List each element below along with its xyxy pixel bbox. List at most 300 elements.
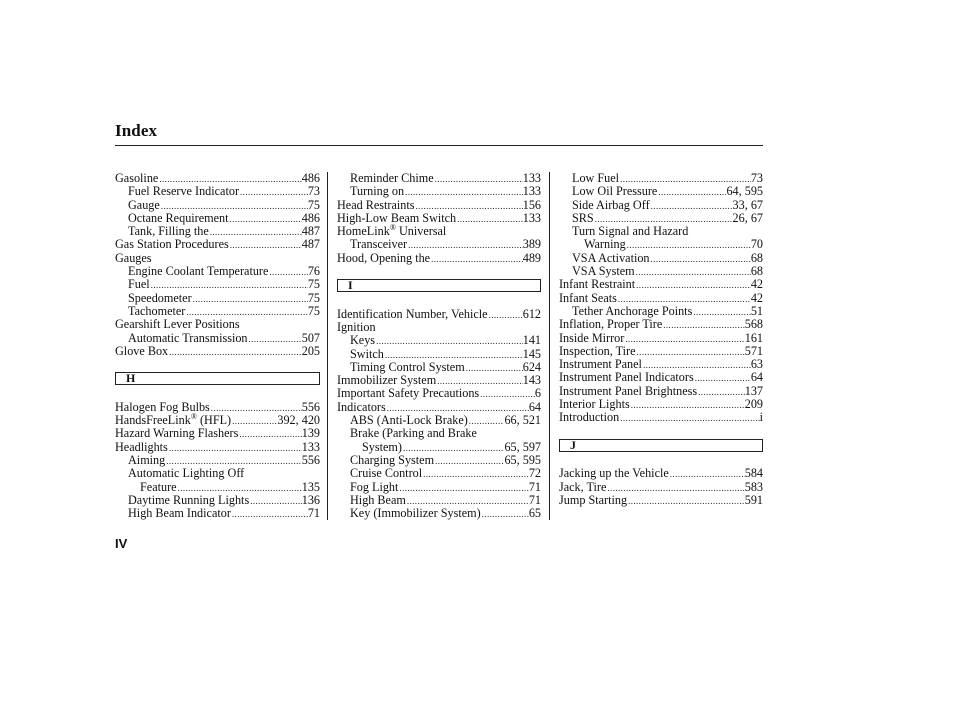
entry-label [128,467,244,480]
entry-page: 75 [307,277,320,292]
entry-label [572,225,688,238]
registered-mark: ® [389,223,396,233]
entry-label-text: Gauge [128,197,160,212]
entry-label-text: Daytime Running Lights [128,492,250,507]
entry-page: 133 [522,171,541,185]
dot-leader [650,253,751,266]
entry-label-text: Tether Anchorage Points [572,303,693,318]
index-entry [337,427,541,440]
entry-page: 486 [301,171,320,185]
entry-label [115,172,158,185]
dot-leader [248,333,302,346]
entry-label-text: Brake (Parking and Brake [350,426,477,441]
entry-label-text: Switch [350,346,384,361]
index-entry [559,318,763,331]
index-entry [115,411,320,428]
entry-page: 71 [307,506,320,521]
index-entry [337,494,541,507]
entry-label [128,185,239,198]
dot-leader [627,495,745,508]
entry-page: 68 [750,264,763,279]
entry-page: 71 [528,492,541,507]
dot-leader [636,346,745,359]
dot-leader [375,335,523,348]
dot-leader [456,213,523,226]
entry-label [559,278,635,291]
entry-label [115,427,238,440]
entry-label-text: Infant Restraint [559,277,636,292]
entry-label-text: Hood, Opening the [337,250,431,265]
index-entry [337,238,541,251]
index-entry [115,305,320,318]
entry-label-text: Timing Control System [350,359,465,374]
entry-page: 584 [744,466,763,481]
index-entry [559,481,763,494]
entry-label-text: Halogen Fog Bulbs [115,399,210,414]
entry-label-text: Reminder Chime [350,171,434,185]
entry-label [350,238,407,251]
entry-label-text: Low Oil Pressure [572,184,658,199]
entry-label-text: Jack, Tire [559,479,607,494]
entry-label [350,494,406,507]
entry-page: 70 [750,237,763,252]
entry-label-text: Side Airbag Off [572,197,650,212]
index-entry [559,385,763,398]
entry-label-text: VSA Activation [572,250,650,265]
index-entry [115,252,320,265]
index-entry [559,411,763,424]
index-entry [115,427,320,440]
entry-page: 73 [307,184,320,199]
entry-label-text: Head Restraints [337,197,415,212]
entry-label [128,494,249,507]
dot-leader [662,319,744,332]
entry-page: 161 [744,330,763,345]
section-letter: H [115,372,320,385]
index-entry [115,212,320,225]
index-entry [337,252,541,265]
entry-label [128,225,209,238]
entry-label [350,334,375,347]
index-entry [337,467,541,480]
entry-label [115,252,152,265]
entry-page: 136 [301,492,320,507]
page-number: IV [115,536,128,551]
entry-label-text: Instrument Panel Indicators [559,370,694,385]
entry-label [559,292,617,305]
index-entry [559,345,763,358]
entry-label-text: Fuel [128,277,150,292]
index-entry [559,212,763,225]
entry-label [337,199,415,212]
index-entry [115,345,320,358]
entry-label [128,507,231,520]
entry-label-text: Indicators [337,399,386,414]
dot-leader [692,306,750,319]
entry-label [337,252,430,265]
dot-leader [168,442,302,455]
entry-label-text: Introduction [559,410,620,425]
entry-label-text: Hazard Warning Flashers [115,426,239,441]
entry-page: 66, 521 [504,413,541,428]
dot-leader [619,412,759,425]
entry-label [128,212,229,225]
entry-label-text: Jump Starting [559,492,628,507]
entry-label [128,332,248,345]
index-entry [559,278,763,291]
entry-label-text: Identification Number, Vehicle [337,306,488,321]
entry-label-text: Transceiver [350,237,408,252]
entry-label [350,414,468,427]
entry-label-text: Aiming [128,452,166,467]
dot-leader [635,266,751,279]
entry-label-text: Inflation, Proper Tire [559,317,663,332]
entry-page: 71 [528,479,541,494]
entry-label [559,345,636,358]
index-entry [559,265,763,278]
entry-label-text: Instrument Panel [559,357,642,372]
entry-page: 209 [744,397,763,412]
index-entry [337,454,541,467]
entry-label [350,361,465,374]
entry-label-text: Speedometer [128,290,192,305]
dot-leader [624,333,744,346]
column-divider-1 [327,172,328,520]
entry-label-text: Important Safety Precautions [337,386,480,401]
entry-label [350,454,434,467]
entry-page: 75 [307,197,320,212]
entry-page: 556 [301,452,320,467]
entry-page: 145 [522,346,541,361]
section-letter: J [559,439,763,452]
registered-mark: ® [190,411,197,421]
entry-label-text: Instrument Panel Brightness [559,383,698,398]
entry-label-text: VSA System [572,264,635,279]
dot-leader [430,253,523,266]
index-entry [115,441,320,454]
entry-label [128,265,268,278]
entry-label-text: Glove Box [115,343,169,358]
dot-leader [192,293,308,306]
dot-leader [694,372,751,385]
entry-page: 42 [750,290,763,305]
entry-label [350,507,481,520]
entry-label [572,185,657,198]
dot-leader [481,508,529,521]
index-entry [115,467,320,480]
entry-page: 568 [744,317,763,332]
dot-leader [268,266,307,279]
index-entry [337,172,541,185]
entry-page: 583 [744,479,763,494]
entry-page: 133 [522,184,541,199]
entry-page: 133 [301,439,320,454]
dot-leader [669,468,745,481]
entry-label [572,305,692,318]
entry-page: 137 [744,383,763,398]
entry-label-text: Gauges [115,250,152,265]
index-entry [337,401,541,414]
entry-page: 64 [528,399,541,414]
entry-page: 571 [744,343,763,358]
entry-label-text: Tank, Filling the [128,224,209,239]
entry-label-text: High Beam [350,492,406,507]
index-entry [337,185,541,198]
entry-page: 51 [750,303,763,318]
title-rule [115,145,763,146]
dot-leader [635,279,751,292]
entry-label-text: Key (Immobilizer System) [350,506,481,521]
index-entry [559,185,763,198]
entry-label [350,481,398,494]
entry-label [584,238,626,251]
dot-leader [249,495,302,508]
entry-page: 612 [522,306,541,321]
entry-label [350,348,384,361]
dot-leader [422,468,529,481]
entry-page: 624 [522,359,541,374]
entry-page: 205 [301,343,320,358]
entry-label-text: SRS [572,210,594,225]
dot-leader [697,386,745,399]
column-divider-2 [549,172,550,520]
entry-page: 487 [301,237,320,252]
entry-label [115,411,232,428]
section-spacer [337,265,541,278]
entry-label [115,238,229,251]
entry-page: 75 [307,290,320,305]
entry-label-text: Jacking up the Vehicle [559,466,669,481]
entry-page: 6 [534,386,541,401]
section-letter: I [337,279,541,292]
index-entry [337,321,541,334]
entry-label-text: Keys [350,333,376,348]
entry-label [559,411,619,424]
entry-label-text: Octane Requirement [128,210,229,225]
entry-page: 65 [528,506,541,521]
index-entry [115,332,320,345]
entry-label [350,427,477,440]
index-column-1 [115,172,320,520]
index-entry [115,507,320,520]
entry-page: 389 [522,237,541,252]
entry-page: 392, 420 [277,413,320,428]
dot-leader [434,455,504,468]
index-entry [115,318,320,331]
entry-label-text: Inside Mirror [559,330,625,345]
entry-label [337,225,446,238]
entry-page: 63 [750,357,763,372]
entry-label [572,252,650,265]
index-entry [559,172,763,185]
entry-label [559,358,642,371]
entry-label-text: HomeLink [337,224,390,239]
entry-label [559,481,606,494]
entry-page: 76 [307,264,320,279]
index-entry [115,199,320,212]
index-entry [337,225,541,238]
entry-page: 68 [750,250,763,265]
index-entry [115,238,320,251]
entry-page: 487 [301,224,320,239]
entry-page: 591 [744,492,763,507]
entry-label [559,467,669,480]
section-spacer [559,454,763,467]
index-entry [337,334,541,347]
entry-label-text: Warning [584,237,626,252]
index-entry [115,225,320,238]
entry-label [362,441,402,454]
entry-page: 556 [301,399,320,414]
entry-page: 72 [528,466,541,481]
entry-label-text: Infant Seats [559,290,617,305]
index-entry [115,481,320,494]
entry-label [115,318,240,331]
entry-label [337,387,479,400]
index-entry [115,172,320,185]
entry-label-text: Cruise Control [350,466,423,481]
dot-leader [231,508,308,521]
entry-label-text: Turn Signal and Hazard [572,224,689,239]
index-entry [337,481,541,494]
index-entry [115,494,320,507]
entry-label [350,467,422,480]
index-entry [337,348,541,361]
entry-label-text: Ignition [337,319,376,334]
entry-label-text: Automatic Transmission [128,330,248,345]
dot-leader [630,399,745,412]
entry-label [337,374,436,387]
entry-label-text: Charging System [350,452,435,467]
index-entry [337,374,541,387]
entry-page: 64, 595 [726,184,763,199]
entry-label [572,212,594,225]
index-entry [559,252,763,265]
entry-page: 33, 67 [732,197,763,212]
entry-page: 139 [301,426,320,441]
index-entry [337,361,541,374]
entry-page: 489 [522,250,541,265]
index-entry [559,494,763,507]
index-entry [559,467,763,480]
dot-leader [229,239,302,252]
index-entry [559,199,763,212]
entry-label-text: Headlights [115,439,168,454]
index-entry [337,199,541,212]
section-spacer [337,294,541,307]
entry-label-text: Gasoline [115,171,159,185]
entry-page: 135 [301,479,320,494]
index-entry [559,371,763,384]
entry-label [559,385,697,398]
entry-page: 507 [301,330,320,345]
index-entry [559,238,763,251]
index-entry [115,292,320,305]
dot-leader [488,309,523,322]
entry-page: i [759,410,763,425]
entry-label-text: System) [362,439,402,454]
entry-page: 64 [750,370,763,385]
entry-label-text: HandsFreeLink [115,413,191,428]
entry-page: 42 [750,277,763,292]
entry-label-text: Gas Station Procedures [115,237,229,252]
index-entry [115,278,320,291]
dot-leader [657,186,726,199]
entry-label-text: Tachometer [128,303,186,318]
entry-page: 65, 595 [504,452,541,467]
entry-label [559,318,662,331]
entry-page: 75 [307,303,320,318]
index-entry [559,358,763,371]
section-spacer [115,387,320,400]
entry-label [350,185,404,198]
entry-label-text: Fuel Reserve Indicator [128,184,240,199]
dot-leader [238,428,301,441]
entry-label [337,308,488,321]
entry-label [128,454,165,467]
entry-label-text: Feature [140,479,177,494]
entry-label-text: Gearshift Lever Positions [115,317,240,332]
dot-leader [398,482,528,495]
entry-label [559,332,624,345]
index-entry [337,507,541,520]
dot-leader [404,186,523,199]
index-entry [337,441,541,454]
entry-label-suffix: Universal [395,224,447,239]
entry-label [128,292,192,305]
entry-label [115,345,168,358]
entry-page: 26, 67 [732,210,763,225]
entry-label [559,494,627,507]
entry-page: 486 [301,210,320,225]
entry-label-text: Fog Light [350,479,399,494]
entry-label-text: High-Low Beam Switch [337,210,457,225]
index-entry [337,414,541,427]
entry-page: 143 [522,373,541,388]
entry-label-text: Immobilizer System [337,373,437,388]
entry-label [559,398,630,411]
entry-label [128,199,160,212]
entry-label [337,401,386,414]
index-column-2 [337,172,541,520]
entry-page: 156 [522,197,541,212]
entry-label-text: ABS (Anti-Lock Brake) [350,413,468,428]
dot-leader [650,200,733,213]
entry-label [337,321,376,334]
entry-page: 73 [750,171,763,185]
index-column-3 [559,172,763,507]
dot-leader [229,213,302,226]
entry-label [115,441,168,454]
entry-page: 65, 597 [504,439,541,454]
entry-label [128,278,150,291]
entry-label-text: Low Fuel [572,171,620,185]
index-entry [115,454,320,467]
entry-page: 133 [522,210,541,225]
index-entry [559,332,763,345]
dot-leader [465,362,523,375]
dot-leader [479,388,535,401]
entry-label-text: Turning on [350,184,405,199]
entry-label-text: Inspection, Tire [559,343,636,358]
entry-label [140,481,177,494]
index-entry [115,265,320,278]
dot-leader [606,482,744,495]
entry-label-text: Automatic Lighting Off [128,466,245,481]
index-entry [115,185,320,198]
section-spacer [115,358,320,371]
entry-label [128,305,185,318]
